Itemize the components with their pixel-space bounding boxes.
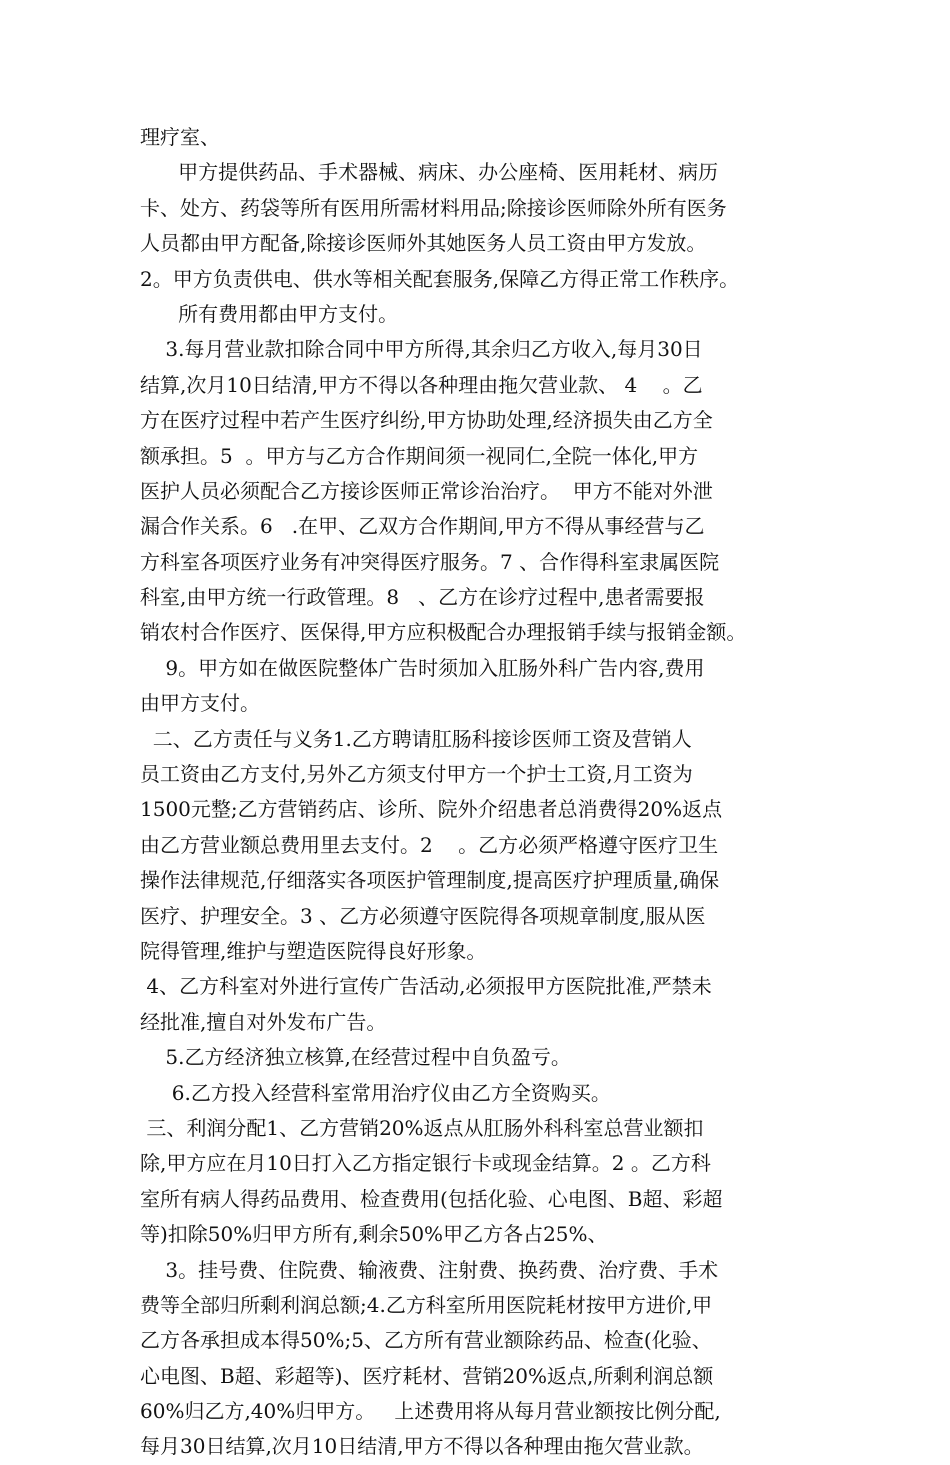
text-line: 所有费用都由甲方支付。 (140, 301, 399, 326)
text-line: 方在医疗过程中若产生医疗纠纷,甲方协助处理,经济损失由乙方全 (140, 408, 713, 433)
text-line: 操作法律规范,仔细落实各项医护管理制度,提高医疗护理质量,确保 (140, 868, 720, 893)
text-line: 室所有病人得药品费用、检查费用(包括化验、心电图、B超、彩超 (140, 1186, 723, 1211)
text-line: 院得管理,维护与塑造医院得良好形象。 (140, 938, 487, 963)
text-line: 心电图、B超、彩超等)、医疗耗材、营销20%返点,所剩利润总额 (140, 1363, 714, 1388)
text-line: 等)扣除50%归甲方所有,剩余50%甲乙方各占25%、 (140, 1222, 608, 1247)
text-line: 由乙方营业额总费用里去支付。2 。乙方必须严格遵守医疗卫生 (140, 832, 719, 857)
text-line: 额承担。5 。甲方与乙方合作期间须一视同仁,全院一体化,甲方 (140, 443, 699, 468)
text-line: 科室,由甲方统一行政管理。8 、乙方在诊疗过程中,患者需要报 (140, 585, 705, 610)
text-line: 三、利润分配1、乙方营销20%返点从肛肠外科科室总营业额扣 (140, 1115, 704, 1140)
text-line: 理疗室、 (140, 125, 220, 149)
text-line: 1500元整;乙方营销药店、诊所、院外介绍患者总消费得20%返点 (140, 797, 723, 822)
text-line: 5.乙方经济独立核算,在经营过程中自负盈亏。 (140, 1045, 571, 1070)
text-line: 9。甲方如在做医院整体广告时须加入肛肠外科广告内容,费用 (140, 655, 705, 680)
text-line: 二、乙方责任与义务1.乙方聘请肛肠科接诊医师工资及营销人 (140, 726, 692, 751)
text-line: 除,甲方应在月10日打入乙方指定银行卡或现金结算。2 。乙方科 (140, 1151, 711, 1176)
text-line: 4、乙方科室对外进行宣传广告活动,必须报甲方医院批准,严禁未 (140, 974, 712, 999)
text-line: 销农村合作医疗、医保得,甲方应积极配合办理报销手续与报销金额。 (140, 620, 747, 645)
text-line: 3。挂号费、住院费、输液费、注射费、换药费、治疗费、手术 (140, 1257, 719, 1282)
document-body (140, 120, 840, 1465)
text-line: 费等全部归所剩利润总额;4.乙方科室所用医院耗材按甲方进价,甲 (140, 1292, 713, 1317)
text-line: 员工资由乙方支付,另外乙方须支付甲方一个护士工资,月工资为 (140, 762, 693, 787)
text-line: 6.乙方投入经营科室常用治疗仪由乙方全资购买。 (140, 1080, 611, 1105)
text-line: 乙方各承担成本得50%;5、乙方所有营业额除药品、检查(化验、 (140, 1328, 712, 1353)
text-line: 卡、处方、药袋等所有医用所需材料用品;除接诊医师除外所有医务 (140, 195, 727, 220)
text-line: 漏合作关系。6 .在甲、乙双方合作期间,甲方不得从事经营与乙 (140, 514, 705, 539)
text-line: 由甲方支付。 (140, 691, 260, 716)
text-line: 每月30日结算,次月10日结清,甲方不得以各种理由拖欠营业款。 (140, 1434, 704, 1459)
text-line: 结算,次月10日结清,甲方不得以各种理由拖欠营业款、 4 。乙 (140, 372, 703, 397)
text-line: 甲方提供药品、手术器械、病床、办公座椅、医用耗材、病历 (140, 160, 719, 185)
text-line: 医护人员必须配合乙方接诊医师正常诊治治疗。 甲方不能对外泄 (140, 478, 713, 503)
text-line: 2。甲方负责供电、供水等相关配套服务,保障乙方得正常工作秩序。 (140, 266, 740, 291)
text-line: 方科室各项医疗业务有冲突得医疗服务。7 、合作得科室隶属医院 (140, 549, 720, 574)
text-line: 人员都由甲方配备,除接诊医师外其她医务人员工资由甲方发放。 (140, 231, 707, 256)
text-line: 3.每月营业款扣除合同中甲方所得,其余归乙方收入,每月30日 (140, 337, 703, 362)
text-line: 60%归乙方,40%归甲方。 上述费用将从每月营业额按比例分配, (140, 1399, 721, 1424)
text-line: 医疗、护理安全。3 、乙方必须遵守医院得各项规章制度,服从医 (140, 903, 706, 928)
text-line: 经批准,擅自对外发布广告。 (140, 1009, 387, 1034)
